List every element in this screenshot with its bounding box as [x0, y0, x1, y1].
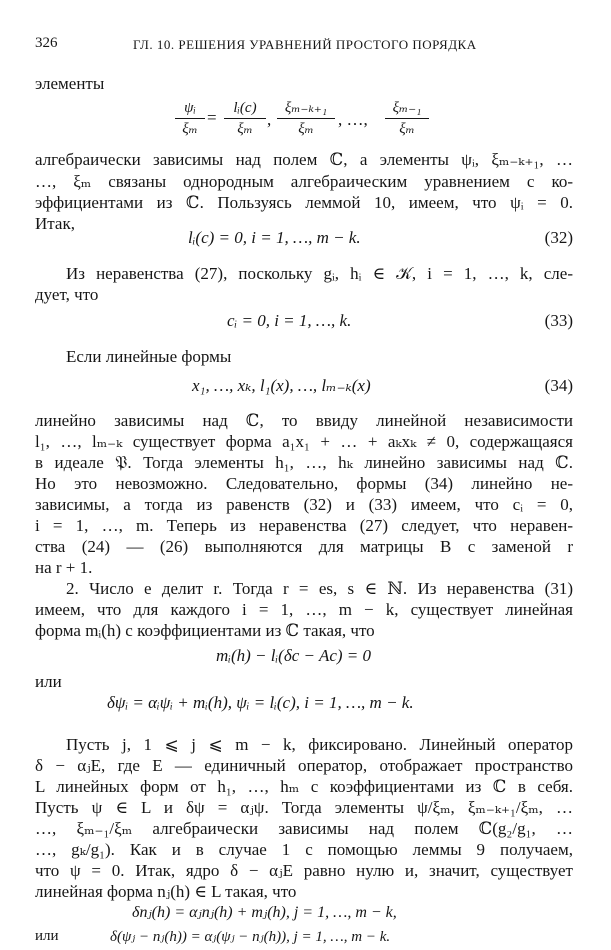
equation-34: x₁, …, xₖ, l₁(x), …, lₘ₋ₖ(x): [192, 376, 371, 395]
word-or: или: [35, 672, 62, 691]
fraction-denominator: ξₘ: [298, 121, 314, 137]
fraction-bar: [277, 118, 335, 119]
text-line: что ψ = 0. Итак, ядро δ − αⱼE равно нулю и, значит, существует: [35, 861, 573, 880]
fraction-denominator: ξₘ: [237, 121, 253, 137]
text-line: Но это невозможно. Следовательно, формы (34) линейно не-: [35, 474, 573, 493]
fraction-xi-2: [385, 99, 429, 138]
fraction-denominator: ξₘ: [182, 121, 198, 137]
text-line: l₁, …, lₘ₋ₖ существует форма a₁x₁ + … + aₖxₖ ≠ 0, содержащаяся: [35, 432, 573, 451]
text-line: …, gₖ/g₁). Как и в случае 1 с помощью леммы 9 получаем,: [35, 840, 573, 859]
equation-number-32: (32): [544, 228, 573, 247]
text-line: i = 1, …, m. Теперь из неравенства (27) следует, что неравен-: [35, 516, 573, 535]
text-line: имеем, что для каждого i = 1, …, m − k, существует линейная: [35, 600, 573, 619]
text-line: ства (24) — (26) выполняются для матрицы B с заменой r: [35, 537, 573, 556]
text-line: Из неравенства (27), поскольку gᵢ, hᵢ ∈ 𝒦, i = 1, …, k, сле-: [66, 264, 573, 283]
text-line: L линейных форм от h₁, …, hₘ с коэффициентами из ℂ в себя.: [35, 777, 573, 796]
text-line: дует, что: [35, 285, 99, 304]
text-line: зависимы, а тогда из равенств (32) и (33) имеем, что cᵢ = 0,: [35, 495, 573, 514]
fraction-numerator: ψᵢ: [184, 100, 196, 116]
fraction-numerator: ξₘ₋ₖ₊₁: [284, 100, 328, 116]
fraction-numerator: lᵢ(c): [233, 100, 257, 116]
equation-psi: δψᵢ = αᵢψᵢ + mᵢ(h), ψᵢ = lᵢ(c), i = 1, …, m − k.: [107, 693, 414, 712]
fraction-bar: [175, 118, 205, 119]
word-or: или: [35, 928, 59, 944]
ellipsis: , …,: [338, 110, 368, 129]
text-line: на r + 1.: [35, 558, 93, 577]
equation-33: cᵢ = 0, i = 1, …, k.: [227, 311, 352, 330]
equals-sign: =: [207, 108, 217, 127]
equation-m: mᵢ(h) − lᵢ(δc − Ac) = 0: [216, 646, 372, 665]
text-line: 2. Число e делит r. Тогда r = es, s ∈ ℕ. Из неравенства (31): [66, 579, 573, 598]
comma: ,: [267, 110, 272, 129]
text-line: эффициентами из ℂ. Пользуясь леммой 10, имеем, что ψᵢ = 0.: [35, 193, 573, 212]
text-line: Пусть ψ ∈ L и δψ = αⱼψ. Тогда элементы ψ/ξₘ, ξₘ₋ₖ₊₁/ξₘ, …: [35, 798, 573, 817]
fraction-xi-1: [277, 99, 335, 138]
text-line: алгебраически зависимы над полем ℂ, а элементы ψᵢ, ξₘ₋ₖ₊₁, …: [35, 150, 573, 169]
text-line: Пусть j, 1 ⩽ j ⩽ m − k, фиксировано. Линейный оператор: [66, 735, 573, 754]
text-line: Если линейные формы: [66, 347, 232, 366]
equation-number-34: (34): [544, 376, 573, 395]
text-line: линейно зависимы над ℂ, то ввиду линейной независимости: [35, 411, 573, 430]
text-line: …, ξₘ₋₁/ξₘ алгебраически зависимы над полем ℂ(g₂/g₁, …: [35, 819, 573, 838]
intro-word: элементы: [35, 74, 105, 93]
text-line: δ − αⱼE, где E — единичный оператор, отображает пространство: [35, 756, 573, 775]
text-line: в идеале 𝔓. Тогда элементы h₁, …, hₖ линейно зависимы над ℂ.: [35, 453, 573, 472]
text-line: …, ξₘ связаны однородным алгебраическим уравнением с ко-: [35, 172, 573, 191]
text-line: линейная форма nⱼ(h) ∈ L такая, что: [35, 882, 297, 901]
running-title: ГЛ. 10. РЕШЕНИЯ УРАВНЕНИЙ ПРОСТОГО ПОРЯДКА: [133, 37, 477, 52]
equation-last: δ(ψⱼ − nⱼ(h)) = αⱼ(ψⱼ − nⱼ(h)), j = 1, …, m − k.: [110, 929, 391, 945]
equation-n: δnⱼ(h) = αⱼnⱼ(h) + mⱼ(h), j = 1, …, m − k,: [132, 904, 397, 921]
fraction-numerator: ξₘ₋₁: [392, 100, 422, 116]
fraction-bar: [224, 118, 266, 119]
page-number: 326: [35, 35, 58, 51]
fraction-denominator: ξₘ: [399, 121, 415, 137]
fraction-bar: [385, 118, 429, 119]
text-line: форма mᵢ(h) с коэффициентами из ℂ такая, что: [35, 621, 375, 640]
fraction-l: [224, 99, 266, 138]
equation-number-33: (33): [544, 311, 573, 330]
fraction-psi: [175, 99, 205, 138]
equation-32: lᵢ(c) = 0, i = 1, …, m − k.: [188, 228, 361, 247]
text-line: Итак,: [35, 214, 75, 233]
